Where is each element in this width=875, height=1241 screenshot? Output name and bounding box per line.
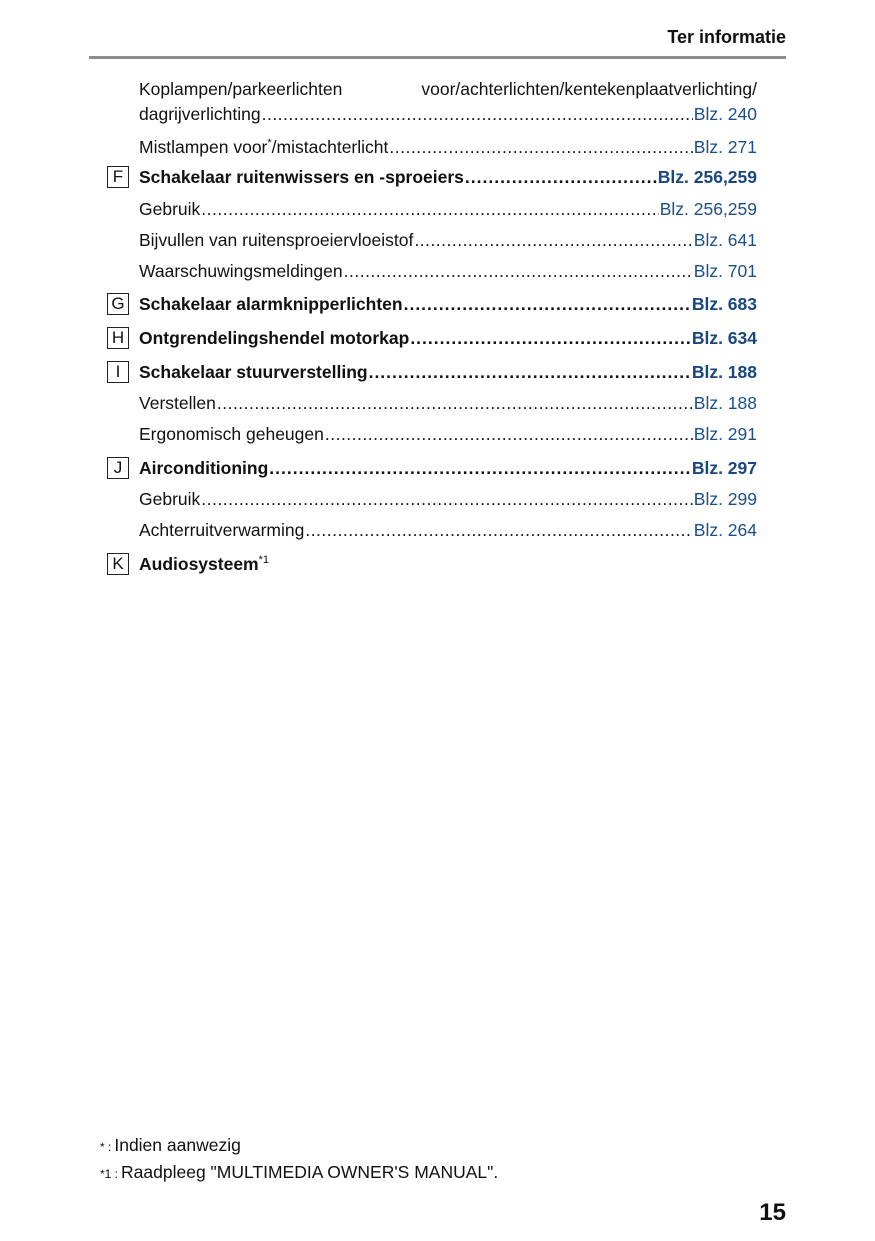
entry-achterruitverwarming[interactable] [139,519,757,541]
footnote-mark: *1 : [100,1167,119,1181]
entry-audiosysteem [139,553,757,575]
leader-dots [465,166,657,188]
entry-ruitenwissers[interactable] [139,166,757,188]
entry-label: Verstellen [139,393,216,413]
entry-mistlampen[interactable] [139,136,757,158]
header-title: Ter informatie [667,27,786,47]
entry-label: Airconditioning [139,458,269,478]
section-letter-j: J [107,457,129,479]
leader-dots [201,488,692,510]
footnote-marker: * [267,137,272,149]
leader-dots [389,136,692,158]
leader-dots [410,327,691,349]
entry-label: Ontgrendelingshendel motorkap [139,328,410,348]
entry-bijvullen[interactable] [139,229,757,251]
page-reference[interactable]: Blz. 683 [691,294,757,314]
section-letter-i: I [107,361,129,383]
entry-label: Waarschuwingsmeldingen [139,261,343,281]
entry-verstellen[interactable] [139,392,757,414]
entry-label: Koplampen/parkeerlichten [139,79,343,99]
leader-dots [305,519,692,541]
leader-dots [404,293,691,315]
footnote-marker: *1 [258,554,270,566]
leader-dots [325,423,693,445]
entry-koplampen[interactable] [139,103,757,125]
page-reference[interactable]: Blz. 188 [693,393,757,413]
leader-dots [369,361,691,383]
footnote-text: Raadpleeg "MULTIMEDIA OWNER'S MANUAL". [121,1162,499,1182]
page-reference[interactable]: Blz. 256,259 [659,199,757,219]
page-reference[interactable]: Blz. 240 [693,104,757,124]
entry-ergonomisch-geheugen[interactable] [139,423,757,445]
footnote-text: Indien aanwezig [114,1135,241,1155]
page-reference[interactable]: Blz. 256,259 [657,167,757,187]
entry-label: Schakelaar ruitenwissers en -sproeiers [139,167,464,187]
entry-koplampen-line1 [139,78,757,100]
leader-dots [269,457,691,479]
page-reference[interactable]: Blz. 271 [693,137,757,157]
entry-stuurverstelling[interactable] [139,361,757,383]
section-letter-k: K [107,553,129,575]
page-reference[interactable]: Blz. 297 [691,458,757,478]
entry-gebruik-wissers[interactable] [139,198,757,220]
footnote-mark: * : [100,1140,112,1154]
entry-label: dagrijverlichting [139,104,261,124]
entry-label: Ergonomisch geheugen [139,424,324,444]
page-reference[interactable]: Blz. 291 [693,424,757,444]
leader-dots [262,103,693,125]
page-reference[interactable]: Blz. 264 [693,520,757,540]
page-reference[interactable]: Blz. 701 [693,261,757,281]
entry-label: voor/achterlichten/kentekenplaatverlichting/ [421,79,757,99]
entry-label: Gebruik [139,199,201,219]
entry-label: Mistlampen voor*/mistachterlicht [139,137,389,157]
entry-label: Audiosysteem$^{*1}$ [139,554,270,574]
page-number: 15 [759,1199,786,1226]
entry-label: Schakelaar stuurverstelling [139,362,368,382]
entry-alarmknipperlichten[interactable] [139,293,757,315]
section-letter-g: G [107,293,129,315]
leader-dots [414,229,692,251]
entry-airconditioning[interactable] [139,457,757,479]
leader-dots [217,392,693,414]
entry-label: Achterruitverwarming [139,520,305,540]
footnote [100,1161,498,1185]
leader-dots [201,198,658,220]
entry-waarschuwingsmeldingen[interactable] [139,260,757,282]
leader-dots [344,260,693,282]
section-letter-h: H [107,327,129,349]
page-reference[interactable]: Blz. 299 [693,489,757,509]
entry-label: Bijvullen van ruitensproeiervloeistof [139,230,414,250]
page-reference[interactable]: Blz. 188 [691,362,757,382]
entry-label: Gebruik [139,489,201,509]
entry-motorkap[interactable] [139,327,757,349]
page-reference[interactable]: Blz. 641 [693,230,757,250]
section-letter-f: F [107,166,129,188]
entry-label: Schakelaar alarmknipperlichten [139,294,403,314]
footnote [100,1134,241,1158]
header-divider [89,56,786,59]
page-reference[interactable]: Blz. 634 [691,328,757,348]
entry-gebruik-airco[interactable] [139,488,757,510]
